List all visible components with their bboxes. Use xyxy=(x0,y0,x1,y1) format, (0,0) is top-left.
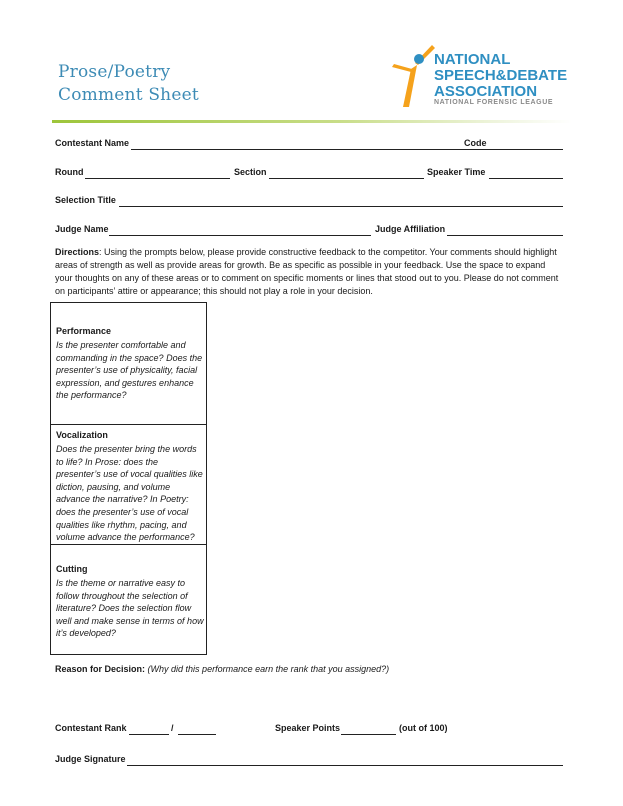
contestant-rank-label: Contestant Rank xyxy=(55,723,127,733)
page-title-line1: Prose/Poetry xyxy=(58,62,171,82)
reason-for-decision xyxy=(55,664,389,674)
directions-text xyxy=(55,246,565,298)
header-divider xyxy=(52,120,572,123)
code-field[interactable] xyxy=(489,149,563,150)
code-label: Code xyxy=(464,138,487,148)
speaker-points-label: Speaker Points xyxy=(275,723,341,733)
cutting-box xyxy=(50,544,207,655)
round-field[interactable] xyxy=(85,178,230,179)
section-field[interactable] xyxy=(269,178,424,179)
judge-signature-field[interactable] xyxy=(127,765,563,766)
cutting-prompt: Is the theme or narrative easy to follow throughout the selection of literature? Does the selection flow well and make sense in terms of how it’s developed? xyxy=(56,578,204,639)
cutting-title: Cutting xyxy=(56,564,88,574)
performance-prompt: Is the presenter comfortable and commanding in the space? Does the presenter’s use of physicality, facial expression, and gestures enhance the performance? xyxy=(56,340,203,401)
judge-signature-label: Judge Signature xyxy=(55,754,126,764)
selection-title-field[interactable] xyxy=(119,206,563,207)
performance-title: Performance xyxy=(56,326,112,336)
vocalization-prompt: Does the presenter bring the words to life? In Prose: does the presenter’s use of vocal qualities like diction, pausing, and volume advance the narrative? In Poetry: does the presenter’s use of vocal qualities like rhythm, pacing, and volume advance the performance? xyxy=(56,444,203,543)
contestant-rank-field[interactable] xyxy=(129,734,169,735)
rank-slash: / xyxy=(171,723,174,733)
contestant-name-label: Contestant Name xyxy=(55,138,130,148)
logo-line2: SPEECH&DEBATE xyxy=(434,67,568,84)
selection-title-label: Selection Title xyxy=(55,195,116,205)
rank-total-field[interactable] xyxy=(178,734,216,735)
logo-line3: ASSOCIATION xyxy=(434,83,538,100)
reason-prompt: (Why did this performance earn the rank that you assigned?) xyxy=(147,664,390,674)
logo-line1: NATIONAL xyxy=(434,51,511,68)
round-label: Round xyxy=(55,167,84,177)
directions-body: : Using the prompts below, please provide constructive feedback to the competitor. Your comments should highlight areas of strength as well as provide areas for growth. Be as specific as possible in your feedback. Use the space to expand your thoughts on any of these areas or to comment on specific moments or lines that stood out to you. Please do not comment on participants’ attire or appearance; this should not play a role in your decision. xyxy=(55,247,559,296)
rank-row xyxy=(55,723,565,735)
directions-label: Directions xyxy=(55,247,100,257)
page-title-line2: Comment Sheet xyxy=(58,85,199,105)
logo-subtitle: NATIONAL FORENSIC LEAGUE xyxy=(434,99,554,106)
selection-row xyxy=(55,195,565,207)
speaker-points-field[interactable] xyxy=(341,734,396,735)
judge-name-field[interactable] xyxy=(109,235,371,236)
round-row xyxy=(55,167,565,179)
judge-row xyxy=(55,224,565,236)
speaker-points-scale: (out of 100) xyxy=(399,723,448,733)
contestant-row xyxy=(55,138,565,150)
reason-label: Reason for Decision: xyxy=(55,664,146,674)
vocalization-box xyxy=(50,424,207,545)
judge-name-label: Judge Name xyxy=(55,224,109,234)
section-label: Section xyxy=(234,167,267,177)
performance-box xyxy=(50,302,207,425)
speaker-time-field[interactable] xyxy=(489,178,563,179)
signature-row xyxy=(55,754,565,766)
judge-affiliation-field[interactable] xyxy=(447,235,563,236)
vocalization-title: Vocalization xyxy=(56,430,108,440)
speaker-time-label: Speaker Time xyxy=(427,167,486,177)
judge-affiliation-label: Judge Affiliation xyxy=(375,224,446,234)
contestant-name-field[interactable] xyxy=(131,149,511,150)
